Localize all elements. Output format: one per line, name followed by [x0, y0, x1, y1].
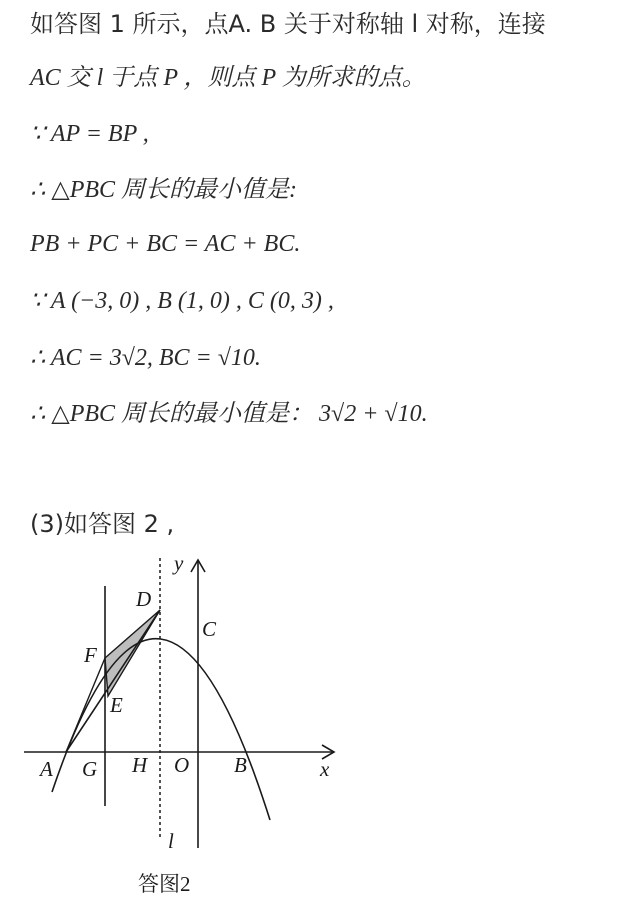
figure-caption: 答图2 [138, 872, 191, 896]
label-o: O [174, 753, 190, 777]
text-line-5: PB + PC + BC = AC + BC. [30, 231, 301, 257]
text-line-6: ∵ A (−3, 0) , B (1, 0) , C (0, 3) , [30, 288, 334, 314]
label-c: C [202, 617, 217, 641]
text-line-4: ∴ △PBC 周长的最小值是: [30, 177, 298, 203]
part3-heading: (3)如答图 2 , [30, 510, 175, 538]
text-line-8: ∴ △PBC 周长的最小值是： 3√2 + √10. [30, 401, 428, 427]
label-y: y [174, 551, 184, 575]
line-ad [66, 610, 160, 752]
label-d: D [136, 587, 152, 611]
label-g: G [82, 757, 98, 781]
text-line-7: ∴ AC = 3√2, BC = √10. [30, 345, 261, 371]
label-l: l [168, 829, 174, 853]
text-line-1: 如答图 1 所示，点A. B 关于对称轴 l 对称，连接 [30, 10, 546, 38]
text-line-3: ∵ AP = BP , [30, 121, 149, 147]
parabola-diagram [22, 548, 362, 862]
label-a: A [40, 757, 53, 781]
line-af [66, 658, 105, 752]
label-h: H [132, 753, 148, 777]
text-line-2: AC 交 l 于点 P ，则点 P 为所求的点。 [30, 65, 426, 91]
label-b: B [234, 753, 247, 777]
label-x: x [320, 757, 330, 781]
label-e: E [110, 693, 123, 717]
label-f: F [84, 643, 97, 667]
